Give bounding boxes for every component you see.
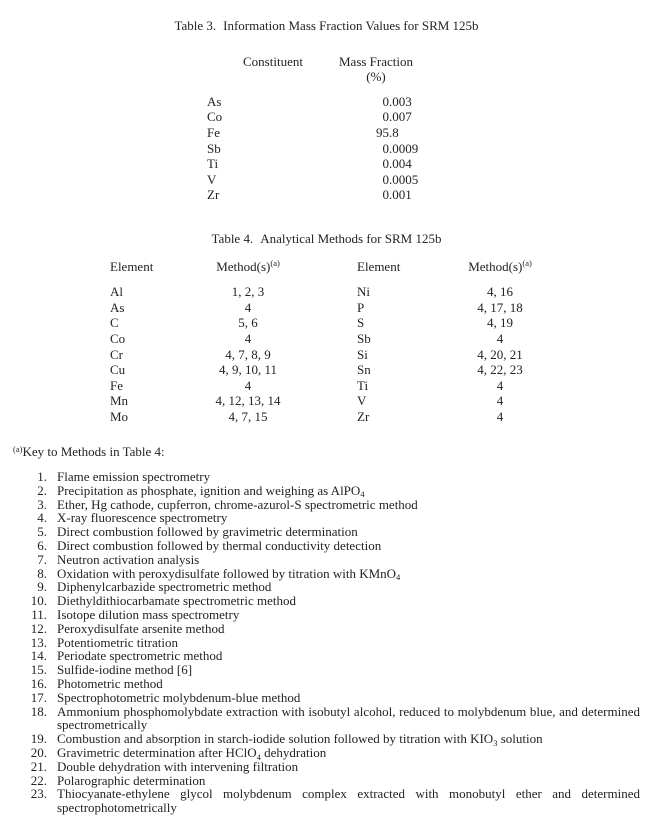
item-text-pre: Gravimetric determination after HClO [57,745,257,760]
list-item [13,484,640,498]
methods-cell: 4 [496,393,504,409]
element-cell: Sb [357,330,371,346]
item-number: 2. [37,482,47,498]
mass-fraction-decimal: .8 [389,124,399,140]
list-item [13,677,640,691]
table-row [207,141,653,157]
element-column-header: Element [357,258,401,274]
table-row [110,362,653,378]
element-cell: Ni [357,284,370,300]
item-text [57,774,640,788]
item-number: 3. [37,496,47,512]
table-row [110,378,653,394]
list-item [13,746,640,760]
item-number: 12. [30,620,47,636]
item-text-pre: Periodate spectrometric method [57,648,223,664]
item-text-pre: Oxidation with peroxydisulfate followed by titration with KMnO [57,565,397,581]
table3-title-text: Information Mass Fraction Values for SRM 125b [223,18,479,33]
item-text [57,746,640,760]
table-row [110,331,653,347]
methods-column-header: $Method(s)^{(a)}$ [216,258,280,274]
table-row [110,315,653,331]
list-item [13,470,640,484]
item-text-pre: Flame emission spectrometry [57,469,211,485]
methods-cell: 4 [244,330,252,346]
list-item [13,498,640,512]
list-item [13,594,640,608]
list-item [13,567,640,581]
methods-cell: 4 [244,377,252,393]
item-text [57,498,640,512]
list-item [13,760,640,774]
item-text-pre: Potentiometric titration [57,634,178,650]
methods-cell: 1, 2, 3 [231,284,265,300]
table-row [207,156,653,172]
list-item [13,511,640,525]
item-number: 11. [31,607,47,623]
table-row [110,284,653,300]
subscript: 3 [493,737,498,748]
table4-title-text: Analytical Methods for SRM 125b [260,230,442,246]
element-cell: Cr [110,346,123,362]
list-item [13,691,640,705]
methods-cell: 5, 6 [238,315,258,331]
table4-label: Table 4. [211,230,254,246]
element-cell: Sn [357,362,371,378]
list-item [13,525,640,539]
item-text-pre: Polarographic determination [57,772,206,788]
methods-cell: 4, 7, 15 [228,408,268,424]
item-number: 17. [30,689,47,705]
element-cell: Si [357,346,368,362]
element-cell: Ti [357,377,369,393]
table-row [110,409,653,425]
item-text [57,484,640,498]
constituent-cell: V [207,171,217,187]
mass-fraction-decimal: .007 [389,109,412,125]
table3-label: Table 3. [174,18,217,33]
item-text-pre: Photometric method [57,676,163,692]
mass-fraction-decimal: .004 [389,156,412,172]
superscript-marker: (a) [522,258,532,269]
constituent-cell: Sb [207,140,221,156]
item-text-pre: Spectrophotometric molybdenum-blue method [57,689,301,705]
list-item [13,622,640,636]
element-cell: Al [110,284,123,300]
item-text [57,787,640,815]
constituent-cell: As [207,93,222,109]
item-number: 14. [30,648,47,664]
mass-fraction-integer: 0 [382,156,389,172]
item-text-pre: Direct combustion followed by gravimetric determination [57,524,358,540]
subscript: 4 [396,572,401,583]
item-text [57,594,640,608]
methods-column-header: $Method(s)^{(a)}$ [468,258,532,274]
element-cell: Fe [110,377,123,393]
item-text [57,649,640,663]
footnote-marker: (a) [13,443,23,454]
table-row [207,187,653,203]
methods-cell: 4 [496,408,504,424]
subscript: 4 [256,751,261,762]
element-cell: S [357,315,365,331]
item-text-pre: Diethyldithiocarbamate spectrometric method [57,593,296,609]
element-cell: Mo [110,408,129,424]
item-text [57,553,640,567]
item-text-pre: Direct combustion followed by thermal conductivity detection [57,538,382,554]
item-text-pre: Isotope dilution mass spectrometry [57,607,240,623]
table3-title [0,18,653,34]
list-item [13,787,640,815]
methods-cell: 4, 9, 10, 11 [218,362,278,378]
list-item [13,732,640,746]
item-text-post: dehydration [260,745,327,760]
item-text-pre: Ether, Hg cathode, cupferron, chrome-azurol-S spectrometric method [57,496,418,512]
item-text-pre: Thiocyanate-ethylene glycol molybdenum complex extracted with monobutyl ether and determined spectrophotometrically [57,786,640,816]
subscript: 4 [360,489,365,500]
element-column-header: Element [110,258,154,274]
methods-cell: 4, 22, 23 [477,362,523,378]
list-item [13,705,640,733]
item-text-pre: Combustion and absorption in starch-iodide solution followed by titration with KIO [57,731,494,747]
item-text [57,677,640,691]
item-number: 1. [37,469,47,485]
table-row [207,172,653,188]
item-number: 18. [30,703,47,719]
element-cell: P [357,299,365,315]
item-text-pre: Diphenylcarbazide spectrometric method [57,579,272,595]
constituent-cell: Ti [207,156,219,172]
table4-body [0,284,653,424]
table4-title [0,231,653,247]
mass-fraction-decimal: .001 [389,187,412,203]
constituent-cell: Zr [207,187,220,203]
item-number: 13. [30,634,47,650]
mass-fraction-decimal: .0009 [389,140,419,156]
element-cell: As [110,299,125,315]
item-text [57,622,640,636]
item-number: 15. [30,662,47,678]
methods-cell: 4 [496,330,504,346]
methods-cell: 4, 7, 8, 9 [225,346,271,362]
mass-fraction-integer: 95 [376,124,389,140]
table-row [110,347,653,363]
item-number: 9. [37,579,47,595]
methods-key-heading-text: Key to Methods in Table 4: [22,444,165,460]
element-cell: C [110,315,119,331]
item-number: 21. [30,758,47,774]
element-cell: Zr [357,408,370,424]
element-cell: Mn [110,393,129,409]
item-number: 19. [30,731,47,747]
item-number: 8. [37,565,47,581]
table3-body [0,94,653,203]
method-key-list [13,470,640,815]
item-text-pre: Ammonium phosphomolybdate extraction with isobutyl alcohol, reduced to molybdenum blue, and determined spectrometrically [57,703,640,733]
item-number: 16. [30,676,47,692]
methods-cell: 4, 20, 21 [477,346,523,362]
item-text [57,567,640,581]
item-text-pre: Peroxydisulfate arsenite method [57,620,225,636]
item-text [57,732,640,746]
methods-cell: 4 [496,377,504,393]
item-number: 4. [37,510,47,526]
item-text-post: solution [497,731,543,747]
item-text-pre: Sulfide-iodine method [6] [57,662,193,678]
item-number: 7. [37,551,47,567]
table-row [207,109,653,125]
item-text-pre: Double dehydration with intervening filtration [57,758,299,774]
item-text-pre: Precipitation as phosphate, ignition and weighing as AlPO [57,482,361,498]
item-text [57,636,640,650]
methods-cell: 4, 12, 13, 14 [215,393,281,409]
constituent-cell: Fe [207,124,220,140]
item-number: 5. [37,524,47,540]
mass-fraction-integer: 0 [382,109,389,125]
mass-fraction-decimal: .0005 [389,171,419,187]
item-number: 22. [30,772,47,788]
table-row [207,125,653,141]
item-number: 6. [37,538,47,554]
constituent-column-header: Constituent [243,53,303,69]
mass-fraction-header-line1: Mass Fraction [338,53,414,69]
list-item [13,539,640,553]
item-text [57,663,640,677]
item-text-pre: Neutron activation analysis [57,551,200,567]
item-text [57,525,640,539]
list-item [13,608,640,622]
item-text-pre: X-ray fluorescence spectrometry [57,510,228,526]
table4-header-row [110,259,653,275]
list-item [13,580,640,594]
mass-fraction-integer: 0 [382,140,389,156]
mass-fraction-column-header [312,54,440,85]
table3-header-row [0,54,653,85]
mass-fraction-integer: 0 [382,187,389,203]
item-text [57,705,640,733]
item-text [57,470,640,484]
methods-cell: 4, 16 [487,284,513,300]
item-text [57,608,640,622]
element-cell: Co [110,330,126,346]
methods-cell: 4, 19 [487,315,513,331]
element-cell: Cu [110,362,126,378]
table-row [207,94,653,110]
item-text [57,580,640,594]
table-row [110,300,653,316]
methods-cell: 4 [244,299,252,315]
item-text [57,760,640,774]
list-item [13,636,640,650]
list-item [13,649,640,663]
mass-fraction-header-line2: (%) [366,69,386,85]
element-cell: V [357,393,367,409]
item-number: 23. [30,786,47,802]
mass-fraction-integer: 0 [382,93,389,109]
methods-cell: 4, 17, 18 [477,299,523,315]
item-text [57,511,640,525]
table-row [110,393,653,409]
list-item [13,774,640,788]
item-number: 20. [30,745,47,760]
item-number: 10. [30,593,47,609]
mass-fraction-integer: 0 [382,171,389,187]
list-item [13,663,640,677]
item-text [57,691,640,705]
constituent-cell: Co [207,109,223,125]
methods-key-heading [13,444,653,460]
mass-fraction-decimal: .003 [389,93,412,109]
superscript-marker: (a) [270,258,280,269]
list-item [13,553,640,567]
item-text [57,539,640,553]
